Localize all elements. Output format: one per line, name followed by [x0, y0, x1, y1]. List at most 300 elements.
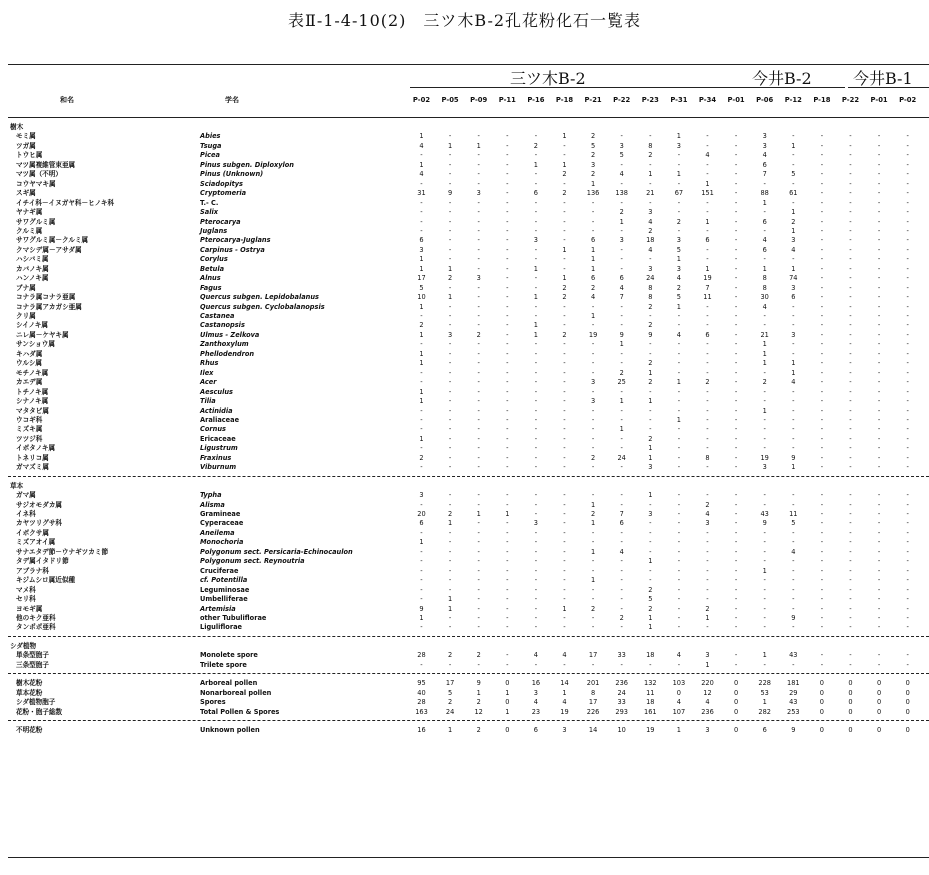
- count-cell: -: [448, 312, 452, 320]
- count-cell: -: [706, 321, 709, 330]
- count-cell: 3: [676, 264, 681, 273]
- japanese-name: カエデ属: [16, 378, 43, 387]
- scientific-name: Castanea: [200, 312, 235, 320]
- count-cell: -: [849, 585, 852, 594]
- scientific-name: Monochoria: [200, 538, 244, 547]
- count-cell: 201: [586, 679, 600, 688]
- count-cell: -: [649, 566, 652, 575]
- count-cell: -: [649, 576, 652, 585]
- count-cell: -: [649, 349, 652, 358]
- scientific-name: Quercus subgen. Lepidobalanus: [200, 293, 319, 302]
- count-cell: -: [563, 566, 566, 575]
- table-row: [0, 576, 929, 585]
- count-cell: 1: [562, 688, 567, 697]
- count-cell: -: [420, 312, 423, 320]
- count-cell: -: [534, 613, 538, 622]
- count-cell: -: [534, 387, 538, 396]
- count-cell: 43: [760, 510, 769, 518]
- count-cell: -: [477, 226, 480, 235]
- count-cell: -: [906, 274, 909, 283]
- count-cell: -: [763, 179, 766, 188]
- scientific-name: Total Pollen & Spores: [200, 707, 280, 716]
- count-cell: 220: [701, 679, 714, 688]
- count-cell: -: [649, 425, 652, 434]
- scientific-name: Carpinus - Ostrya: [200, 245, 265, 254]
- count-cell: 8: [590, 688, 596, 697]
- count-cell: 2: [648, 321, 653, 330]
- table-row: [0, 246, 929, 255]
- scientific-name: Alisma: [200, 500, 225, 509]
- count-cell: -: [620, 500, 623, 509]
- count-cell: -: [477, 179, 480, 188]
- count-cell: -: [820, 170, 824, 179]
- count-cell: 6: [590, 236, 596, 245]
- count-cell: -: [477, 151, 480, 160]
- count-cell: -: [792, 500, 795, 509]
- count-cell: 19: [760, 453, 769, 462]
- count-cell: -: [820, 274, 824, 283]
- count-cell: 1: [419, 359, 424, 368]
- count-cell: -: [563, 453, 566, 462]
- count-cell: 21: [646, 189, 655, 198]
- count-cell: -: [477, 425, 480, 434]
- count-cell: -: [506, 613, 509, 622]
- count-cell: -: [448, 151, 452, 160]
- count-cell: -: [534, 179, 538, 188]
- japanese-name: タデ属イタドリ節: [16, 557, 69, 566]
- count-cell: -: [534, 528, 538, 537]
- count-cell: -: [677, 151, 681, 160]
- table-row: [0, 529, 929, 538]
- count-cell: -: [591, 613, 595, 622]
- count-cell: -: [820, 434, 824, 443]
- count-cell: 0: [876, 688, 882, 697]
- count-cell: 136: [586, 189, 600, 198]
- count-cell: -: [420, 198, 423, 207]
- count-cell: -: [420, 547, 423, 556]
- count-cell: -: [563, 208, 566, 217]
- scientific-name: Typha: [200, 491, 222, 500]
- count-cell: 3: [648, 463, 653, 472]
- count-cell: 6: [533, 726, 538, 734]
- count-cell: 1: [762, 406, 767, 415]
- count-cell: 7: [705, 283, 710, 292]
- count-cell: -: [792, 179, 795, 188]
- count-cell: 2: [619, 208, 624, 217]
- count-cell: -: [734, 226, 738, 235]
- count-cell: -: [563, 217, 566, 226]
- count-cell: 2: [419, 321, 424, 330]
- count-cell: -: [906, 283, 909, 292]
- table-row: [0, 189, 929, 198]
- count-cell: -: [849, 368, 852, 377]
- count-cell: 3: [419, 245, 424, 254]
- count-cell: 4: [619, 283, 624, 292]
- count-cell: -: [877, 406, 881, 415]
- top-rule: [8, 64, 929, 65]
- count-cell: -: [477, 378, 480, 387]
- count-cell: 4: [419, 170, 424, 179]
- count-cell: -: [763, 613, 766, 622]
- sample-header-15: P-22: [841, 96, 860, 104]
- count-cell: -: [620, 321, 623, 330]
- count-cell: -: [506, 660, 509, 669]
- count-cell: -: [734, 519, 738, 528]
- count-cell: -: [563, 302, 566, 311]
- count-cell: -: [877, 415, 881, 424]
- count-cell: 1: [419, 434, 424, 443]
- count-cell: -: [734, 170, 738, 179]
- table-row: [0, 454, 929, 463]
- count-cell: -: [506, 151, 509, 160]
- group-underline: [410, 87, 720, 88]
- count-cell: -: [877, 151, 881, 160]
- group-imai-b2: 今井B-2: [752, 69, 812, 88]
- count-cell: -: [849, 293, 852, 302]
- count-cell: -: [706, 387, 709, 396]
- count-cell: -: [820, 576, 824, 585]
- japanese-name: イネ科: [16, 510, 36, 518]
- count-cell: -: [820, 255, 824, 264]
- count-cell: -: [506, 141, 509, 150]
- scientific-name: Pterocarya-Juglans: [200, 236, 271, 245]
- section-label: 草本: [10, 481, 24, 490]
- count-cell: -: [448, 500, 452, 509]
- count-cell: 2: [590, 151, 596, 160]
- count-cell: -: [534, 623, 538, 632]
- count-cell: -: [792, 425, 795, 434]
- table-row: [0, 557, 929, 566]
- scientific-name: Aneilema: [200, 528, 235, 537]
- count-cell: 5: [648, 595, 653, 604]
- table-row: [0, 369, 929, 378]
- count-cell: -: [563, 340, 566, 349]
- count-cell: -: [734, 132, 738, 141]
- count-cell: -: [534, 538, 538, 547]
- count-cell: 5: [676, 293, 681, 302]
- count-cell: 1: [791, 463, 796, 472]
- count-cell: 0: [819, 707, 824, 716]
- count-cell: -: [763, 434, 766, 443]
- count-cell: -: [677, 434, 681, 443]
- count-cell: 10: [417, 293, 426, 302]
- count-cell: -: [534, 415, 538, 424]
- count-cell: -: [906, 425, 909, 434]
- japanese-name: イチイ科－イヌガヤ科－ヒノキ科: [16, 198, 115, 207]
- count-cell: 1: [447, 293, 453, 302]
- count-cell: 3: [676, 236, 681, 245]
- count-cell: -: [734, 491, 738, 500]
- table-row: [0, 142, 929, 151]
- count-cell: 0: [505, 679, 510, 688]
- count-cell: -: [849, 312, 852, 320]
- count-cell: -: [734, 321, 738, 330]
- count-cell: -: [849, 595, 852, 604]
- count-cell: -: [820, 179, 824, 188]
- count-cell: 4: [791, 547, 796, 556]
- table-row: [0, 708, 929, 717]
- count-cell: -: [820, 236, 824, 245]
- count-cell: -: [734, 576, 738, 585]
- japanese-name: 草本花粉: [16, 688, 43, 697]
- count-cell: -: [506, 651, 509, 660]
- count-cell: -: [563, 141, 566, 150]
- count-cell: 2: [590, 132, 596, 141]
- count-cell: -: [820, 519, 824, 528]
- count-cell: 1: [648, 557, 653, 566]
- japanese-name: アブラナ科: [16, 566, 49, 575]
- count-cell: -: [877, 368, 881, 377]
- count-cell: -: [906, 349, 909, 358]
- count-cell: -: [649, 340, 652, 349]
- count-cell: -: [506, 170, 509, 179]
- count-cell: -: [620, 387, 623, 396]
- count-cell: -: [506, 312, 509, 320]
- count-cell: -: [477, 406, 480, 415]
- scientific-name: Cruciferae: [200, 566, 239, 575]
- count-cell: 0: [848, 726, 853, 734]
- count-cell: -: [706, 397, 709, 406]
- count-cell: -: [506, 491, 509, 500]
- count-cell: -: [620, 623, 623, 632]
- count-cell: -: [677, 198, 681, 207]
- count-cell: 4: [705, 151, 710, 160]
- scientific-name: Ulmus - Zelkova: [200, 330, 260, 339]
- count-cell: -: [763, 538, 766, 547]
- count-cell: -: [877, 510, 881, 518]
- count-cell: 17: [417, 274, 426, 283]
- count-cell: -: [534, 585, 538, 594]
- japanese-name: キハダ属: [16, 349, 43, 358]
- count-cell: -: [534, 397, 538, 406]
- count-cell: -: [734, 613, 738, 622]
- count-cell: 53: [760, 688, 769, 697]
- count-cell: 0: [905, 698, 910, 707]
- count-cell: -: [792, 397, 795, 406]
- count-cell: -: [820, 604, 824, 613]
- count-cell: -: [563, 613, 566, 622]
- count-cell: 8: [648, 141, 653, 150]
- count-cell: -: [420, 179, 423, 188]
- count-cell: -: [448, 359, 452, 368]
- count-cell: -: [820, 368, 824, 377]
- count-cell: -: [849, 463, 852, 472]
- japanese-name: 三条型胞子: [16, 660, 49, 669]
- sample-header-9: P-31: [670, 96, 688, 104]
- count-cell: -: [877, 293, 881, 302]
- scientific-name: Artemisia: [200, 604, 236, 613]
- count-cell: 0: [848, 688, 853, 697]
- count-cell: -: [477, 293, 480, 302]
- count-cell: -: [877, 557, 881, 566]
- count-cell: -: [477, 613, 480, 622]
- count-cell: -: [906, 491, 909, 500]
- count-cell: -: [620, 132, 623, 141]
- count-cell: 24: [617, 688, 626, 697]
- count-cell: 2: [476, 651, 481, 660]
- count-cell: -: [906, 566, 909, 575]
- count-cell: -: [448, 623, 452, 632]
- count-cell: 3: [648, 264, 653, 273]
- count-cell: -: [734, 623, 738, 632]
- count-cell: -: [477, 453, 480, 462]
- japanese-name: 単条型胞子: [16, 651, 49, 660]
- count-cell: -: [506, 208, 509, 217]
- count-cell: 3: [476, 274, 481, 283]
- count-cell: -: [677, 208, 681, 217]
- japanese-name: スギ属: [16, 189, 36, 198]
- count-cell: -: [706, 547, 709, 556]
- count-cell: -: [506, 321, 509, 330]
- japanese-name: コナラ属コナラ亜属: [16, 293, 76, 302]
- count-cell: -: [448, 434, 452, 443]
- count-cell: 253: [787, 707, 800, 716]
- table-row: [0, 463, 929, 472]
- japanese-name: シイノキ属: [16, 321, 48, 330]
- japanese-name: 樹木花粉: [16, 679, 43, 688]
- count-cell: -: [677, 613, 681, 622]
- japanese-name: ツツジ科: [16, 434, 43, 443]
- section-divider: [8, 636, 929, 637]
- count-cell: -: [849, 170, 852, 179]
- count-cell: -: [706, 538, 709, 547]
- count-cell: -: [649, 660, 652, 669]
- count-cell: -: [763, 547, 766, 556]
- count-cell: 11: [703, 293, 712, 302]
- count-cell: -: [677, 406, 681, 415]
- count-cell: -: [763, 226, 766, 235]
- count-cell: -: [420, 208, 423, 217]
- count-cell: 0: [505, 698, 510, 707]
- count-cell: -: [448, 226, 452, 235]
- count-cell: -: [877, 613, 881, 622]
- count-cell: -: [877, 576, 881, 585]
- count-cell: -: [620, 491, 623, 500]
- count-cell: -: [591, 321, 595, 330]
- count-cell: 1: [447, 595, 453, 604]
- count-cell: -: [649, 406, 652, 415]
- sample-header-17: P-02: [899, 96, 917, 104]
- count-cell: 2: [590, 170, 596, 179]
- count-cell: -: [506, 500, 509, 509]
- count-cell: -: [734, 179, 738, 188]
- count-cell: -: [734, 453, 738, 462]
- count-cell: -: [563, 434, 566, 443]
- table-row: [0, 227, 929, 236]
- count-cell: -: [448, 566, 452, 575]
- count-cell: -: [763, 312, 766, 320]
- count-cell: -: [906, 397, 909, 406]
- count-cell: 1: [562, 274, 567, 283]
- count-cell: -: [534, 378, 538, 387]
- count-cell: 24: [445, 707, 455, 716]
- japanese-name: ニレ属－ケヤキ属: [16, 330, 69, 339]
- count-cell: -: [906, 576, 909, 585]
- count-cell: -: [849, 434, 852, 443]
- sample-header-8: P-23: [641, 96, 659, 104]
- count-cell: -: [706, 226, 709, 235]
- count-cell: 1: [791, 226, 796, 235]
- count-cell: -: [534, 557, 538, 566]
- count-cell: -: [477, 528, 480, 537]
- count-cell: -: [706, 557, 709, 566]
- count-cell: -: [906, 226, 909, 235]
- count-cell: 1: [447, 264, 453, 273]
- count-cell: 2: [648, 226, 653, 235]
- count-cell: 1: [619, 425, 624, 434]
- count-cell: 1: [419, 160, 424, 169]
- count-cell: -: [534, 255, 538, 264]
- count-cell: -: [563, 660, 566, 669]
- count-cell: -: [792, 585, 795, 594]
- count-cell: -: [563, 510, 566, 518]
- count-cell: -: [534, 576, 538, 585]
- count-cell: 21: [760, 330, 769, 339]
- count-cell: -: [506, 245, 509, 254]
- japanese-name: トチノキ属: [16, 387, 49, 396]
- japanese-name: マツ属（不明）: [16, 170, 62, 179]
- sample-header-1: P-05: [441, 96, 459, 104]
- japanese-name: クルミ属: [16, 226, 43, 235]
- table-row: [0, 538, 929, 547]
- count-cell: -: [734, 425, 738, 434]
- count-cell: 1: [562, 160, 567, 169]
- count-cell: -: [591, 444, 595, 453]
- count-cell: 236: [701, 707, 714, 716]
- count-cell: -: [477, 519, 480, 528]
- japanese-name: トネリコ属: [16, 453, 49, 462]
- count-cell: -: [763, 491, 766, 500]
- count-cell: 9: [648, 330, 653, 339]
- count-cell: -: [706, 566, 709, 575]
- count-cell: -: [792, 434, 795, 443]
- scientific-name: Betula: [200, 264, 225, 273]
- table-row: [0, 435, 929, 444]
- table-row: [0, 614, 929, 623]
- count-cell: -: [763, 660, 766, 669]
- count-cell: 1: [562, 604, 567, 613]
- count-cell: -: [849, 576, 852, 585]
- count-cell: -: [877, 444, 881, 453]
- count-cell: -: [534, 566, 538, 575]
- count-cell: 1: [419, 302, 424, 311]
- count-cell: 4: [705, 510, 710, 518]
- count-cell: -: [506, 415, 509, 424]
- count-cell: -: [677, 179, 681, 188]
- count-cell: -: [620, 245, 623, 254]
- count-cell: -: [706, 160, 709, 169]
- count-cell: 0: [848, 698, 853, 707]
- count-cell: 1: [676, 170, 681, 179]
- count-cell: 2: [590, 283, 596, 292]
- count-cell: -: [506, 217, 509, 226]
- count-cell: -: [620, 406, 623, 415]
- table-row: [0, 303, 929, 312]
- count-cell: -: [534, 595, 538, 604]
- count-cell: -: [906, 236, 909, 245]
- scientific-name: Ligustrum: [200, 444, 238, 453]
- count-cell: 3: [533, 236, 538, 245]
- count-cell: -: [734, 566, 738, 575]
- count-cell: -: [877, 330, 881, 339]
- count-cell: 18: [646, 651, 655, 660]
- count-cell: 2: [447, 651, 453, 660]
- count-cell: -: [649, 500, 652, 509]
- count-cell: 2: [562, 170, 567, 179]
- count-cell: -: [706, 198, 709, 207]
- count-cell: -: [677, 368, 681, 377]
- count-cell: -: [591, 340, 595, 349]
